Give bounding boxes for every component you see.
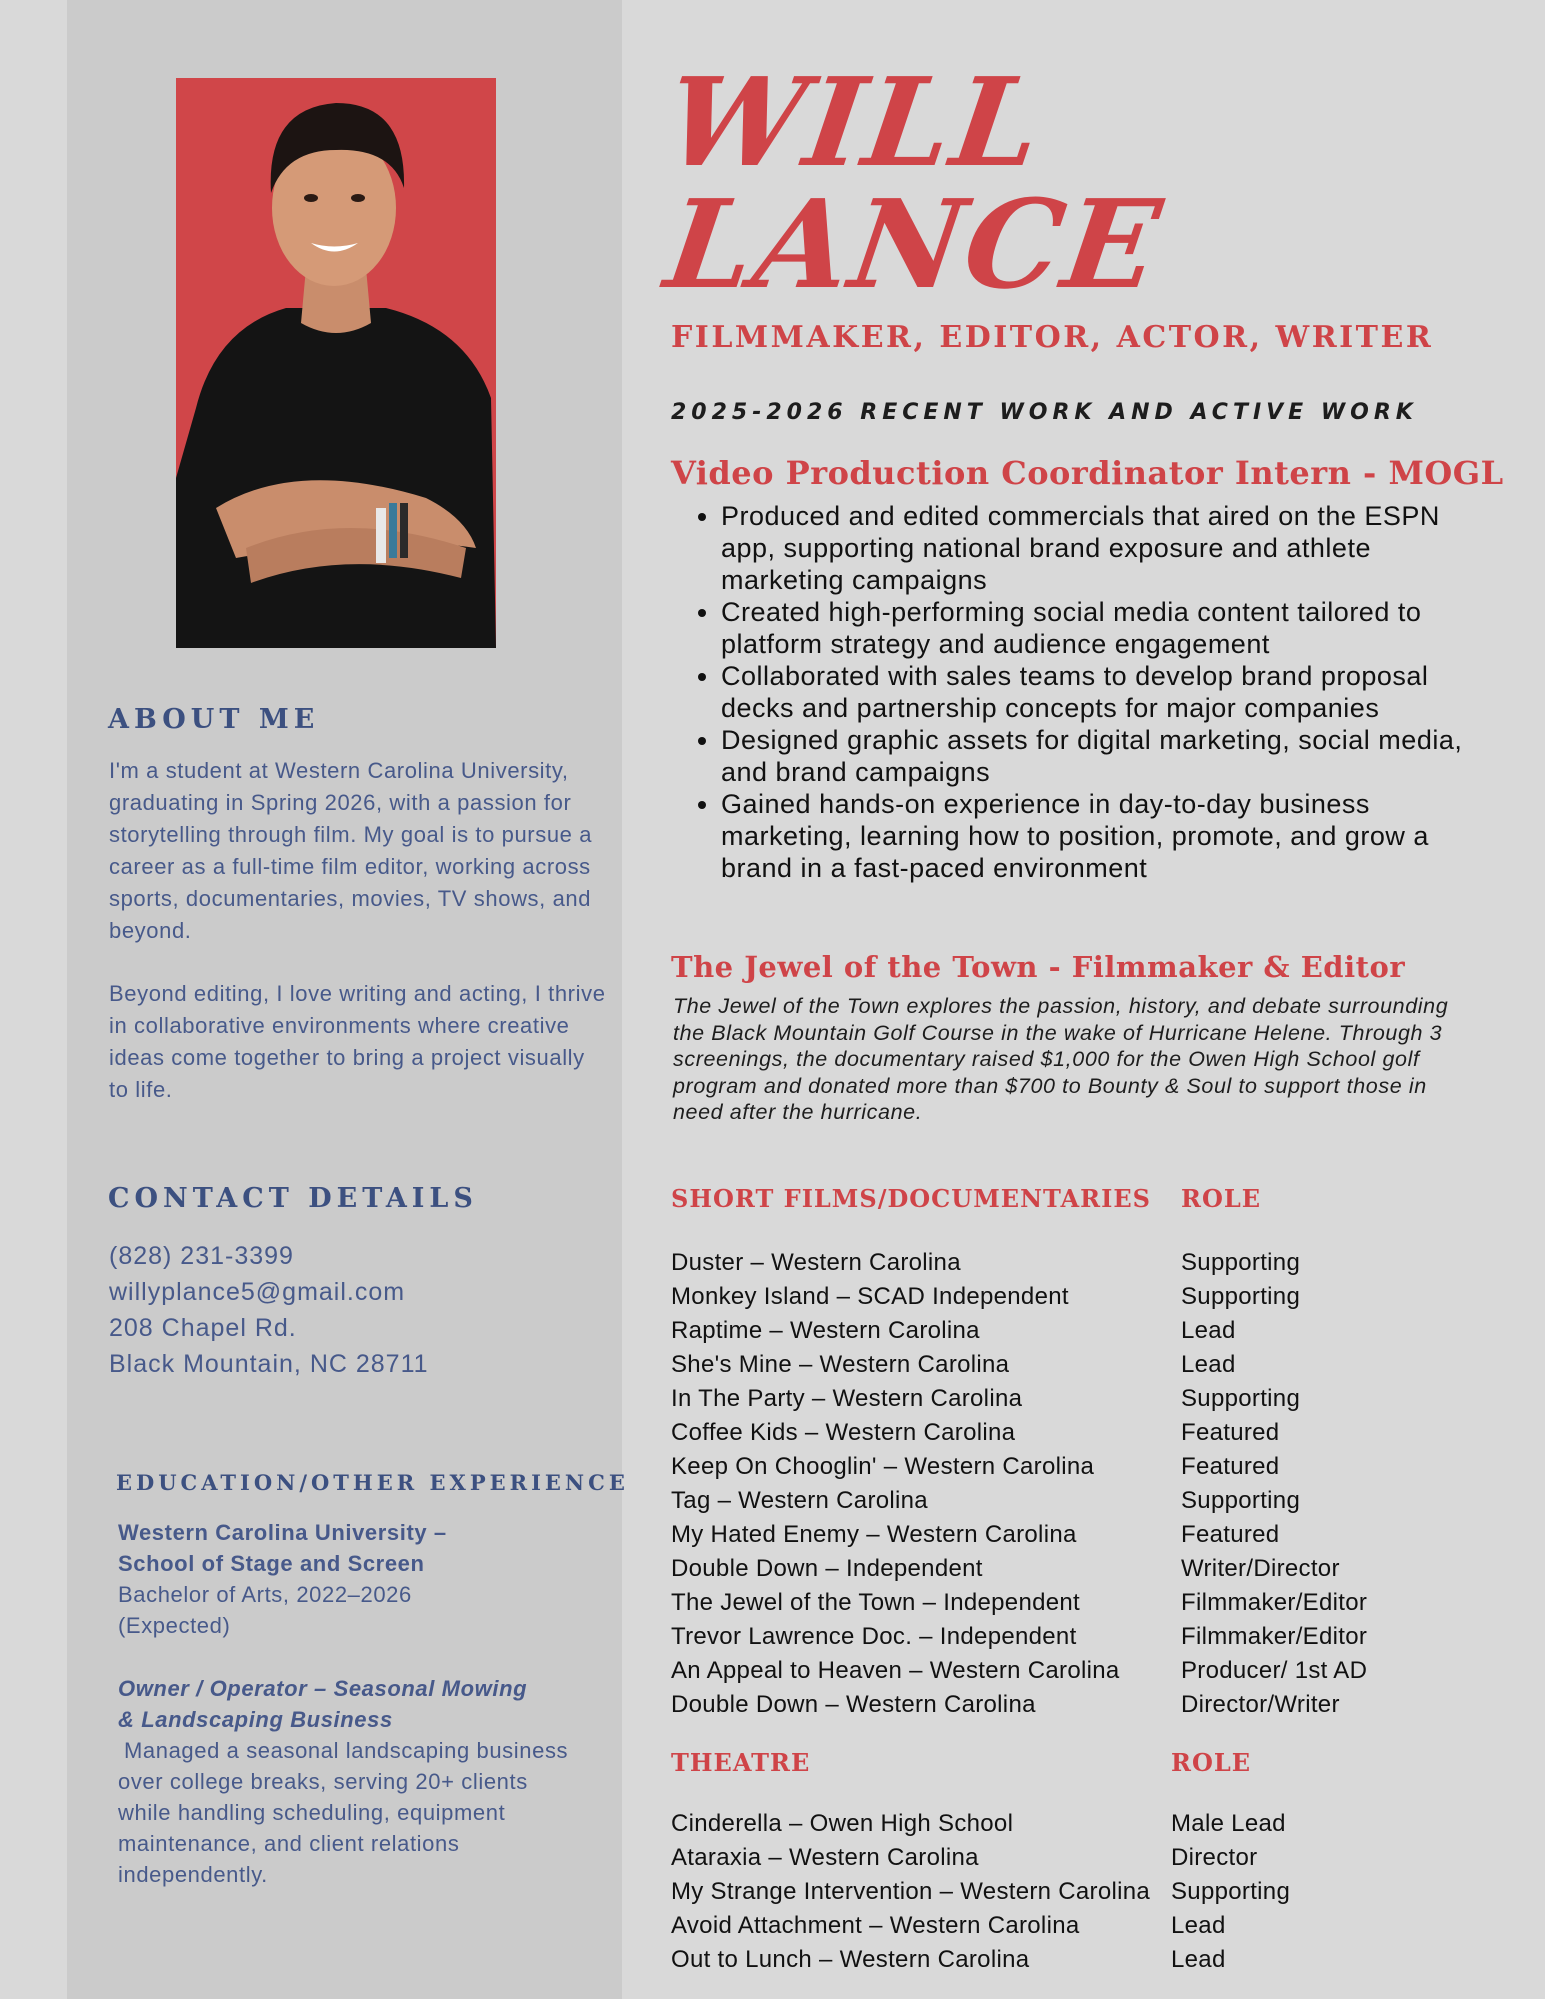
theatre-titles	[671, 1807, 1150, 1977]
theatre-role: Director	[1171, 1844, 1258, 1871]
job-bullets	[671, 500, 1481, 884]
film-title: Keep On Chooglin' – Western Carolina	[671, 1453, 1095, 1480]
education-entry	[118, 1517, 588, 1641]
job-title: Video Production Coordinator Intern - MOGL	[671, 454, 1504, 492]
film-title: Duster – Western Carolina	[671, 1249, 961, 1276]
job-bullet-item: • Designed graphic assets for digital marketing, social media, and brand campaigns	[721, 724, 1481, 788]
film-title: The Jewel of the Town – Independent	[671, 1589, 1081, 1616]
project-description: The Jewel of the Town explores the passion, history, and debate surrounding the Black Mountain Golf Course in the wake of Hurricane Helene. Through 3 screenings, the documentary raised $1,000 for the Owen High School golf program and donated more than $700 to Bounty & Soul to support those in need after the hurricane.	[673, 994, 1449, 1124]
film-title: Tag – Western Carolina	[671, 1487, 928, 1514]
theatre-title: Ataraxia – Western Carolina	[671, 1844, 979, 1871]
address-line: Black Mountain, NC 28711	[109, 1350, 429, 1378]
theatre-role: Male Lead	[1171, 1810, 1286, 1837]
film-title: Double Down – Western Carolina	[671, 1691, 1036, 1718]
recent-work-heading: 2025-2026 RECENT WORK AND ACTIVE WORK	[671, 400, 1418, 425]
business-title: & Landscaping Business	[118, 1707, 393, 1732]
film-role: Filmmaker/Editor	[1181, 1623, 1368, 1650]
email-address[interactable]: willyplance5@gmail.com	[109, 1278, 406, 1306]
film-title: Raptime – Western Carolina	[671, 1317, 980, 1344]
film-title: Trevor Lawrence Doc. – Independent	[671, 1623, 1077, 1650]
name-first: WILL	[657, 50, 1052, 194]
film-role: Producer/ 1st AD	[1181, 1657, 1368, 1684]
film-title: Coffee Kids – Western Carolina	[671, 1419, 1016, 1446]
film-title: An Appeal to Heaven – Western Carolina	[671, 1657, 1120, 1684]
film-role: Featured	[1181, 1419, 1280, 1446]
film-title: In The Party – Western Carolina	[671, 1385, 1023, 1412]
job-bullet-item: • Created high-performing social media content tailored to platform strategy and audience engagement	[721, 596, 1481, 660]
about-text	[109, 755, 609, 1137]
portrait-image	[176, 78, 496, 648]
about-paragraph: Beyond editing, I love writing and acting, I thrive in collaborative environments where creative ideas come together to bring a project visually to life.	[109, 981, 606, 1102]
project-title: The Jewel of the Town - Filmmaker & Editor	[671, 950, 1406, 984]
about-heading: ABOUT ME	[108, 704, 320, 735]
theatre-roles	[1171, 1807, 1290, 1977]
theatre-role: Lead	[1171, 1912, 1226, 1939]
profile-photo	[176, 78, 496, 648]
theatre-title: Cinderella – Owen High School	[671, 1810, 1014, 1837]
business-description: Managed a seasonal landscaping business over college breaks, serving 20+ clients while handling scheduling, equipment maintenance, and client relations independently.	[118, 1738, 569, 1887]
phone-number[interactable]: (828) 231-3399	[109, 1242, 294, 1270]
business-entry	[118, 1673, 583, 1890]
film-title: She's Mine – Western Carolina	[671, 1351, 1010, 1378]
film-role: Writer/Director	[1181, 1555, 1340, 1582]
theatre-title: My Strange Intervention – Western Carolina	[671, 1878, 1151, 1905]
business-title: Owner / Operator – Seasonal Mowing	[118, 1676, 528, 1701]
name-last: LANCE	[657, 172, 1171, 316]
film-role: Featured	[1181, 1453, 1280, 1480]
film-role: Featured	[1181, 1521, 1280, 1548]
film-role: Supporting	[1181, 1385, 1301, 1412]
job-bullet-item: • Gained hands-on experience in day-to-day business marketing, learning how to position, promote, and grow a brand in a fast-paced environment	[721, 788, 1481, 884]
contact-details	[109, 1238, 609, 1382]
film-role: Supporting	[1181, 1283, 1301, 1310]
film-role: Lead	[1181, 1317, 1236, 1344]
film-role: Lead	[1181, 1351, 1236, 1378]
school-name: Western Carolina University –	[118, 1520, 447, 1545]
film-title: Monkey Island – SCAD Independent	[671, 1283, 1069, 1310]
theatre-title: Avoid Attachment – Western Carolina	[671, 1912, 1080, 1939]
films-heading: SHORT FILMS/DOCUMENTARIES	[671, 1184, 1151, 1213]
degree: (Expected)	[118, 1613, 231, 1638]
school-name: School of Stage and Screen	[118, 1551, 425, 1576]
about-paragraph: I'm a student at Western Carolina University, graduating in Spring 2026, with a passion for storytelling through film. My goal is to pursue a career as a full-time film editor, working across sports, documentaries, movies, TV shows, and beyond.	[109, 758, 593, 943]
film-roles	[1181, 1246, 1367, 1722]
theatre-heading: THEATRE	[671, 1748, 811, 1777]
job-bullet-item: • Collaborated with sales teams to develop brand proposal decks and partnership concepts for major companies	[721, 660, 1481, 724]
film-title: Double Down – Independent	[671, 1555, 983, 1582]
film-role: Supporting	[1181, 1487, 1301, 1514]
theatre-role: Supporting	[1171, 1878, 1291, 1905]
film-titles	[671, 1246, 1120, 1722]
degree: Bachelor of Arts, 2022–2026	[118, 1582, 412, 1607]
film-role: Filmmaker/Editor	[1181, 1589, 1368, 1616]
job-bullet-item: • Produced and edited commercials that aired on the ESPN app, supporting national brand exposure and athlete marketing campaigns	[721, 500, 1481, 596]
films-role-heading: ROLE	[1181, 1184, 1262, 1213]
theatre-title: Out to Lunch – Western Carolina	[671, 1946, 1030, 1973]
address-line: 208 Chapel Rd.	[109, 1314, 297, 1342]
theatre-role: Lead	[1171, 1946, 1226, 1973]
contact-heading: CONTACT DETAILS	[108, 1183, 478, 1214]
film-title: My Hated Enemy – Western Carolina	[671, 1521, 1077, 1548]
film-role: Director/Writer	[1181, 1691, 1340, 1718]
film-role: Supporting	[1181, 1249, 1301, 1276]
subtitle: FILMMAKER, EDITOR, ACTOR, WRITER	[671, 320, 1434, 355]
education-heading: EDUCATION/OTHER EXPERIENCE	[116, 1470, 629, 1495]
theatre-role-heading: ROLE	[1171, 1748, 1252, 1777]
